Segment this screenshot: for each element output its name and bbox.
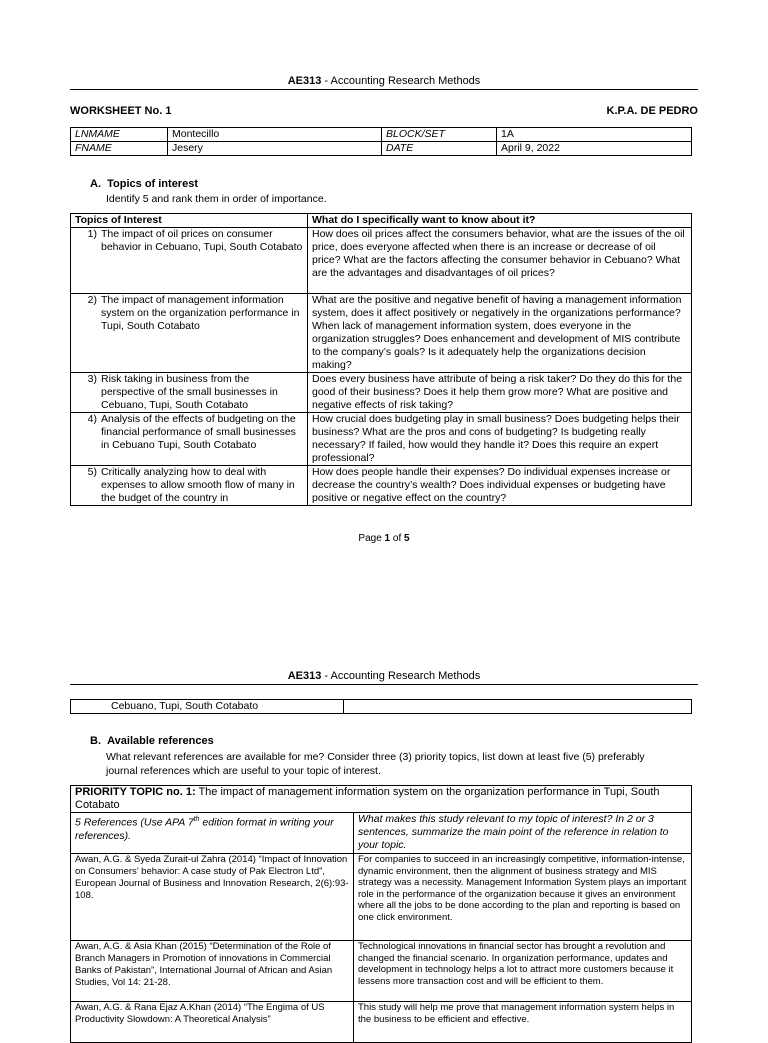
topic-number: 4) (87, 413, 97, 425)
topics-header-topic: Topics of Interest (71, 214, 308, 228)
relevance-col-header: What makes this study relevant to my topic of interest? In 2 or 3 sentences, summarize the main point of the reference in relation to your topic. (354, 813, 692, 854)
section-b-heading: B. Available references (90, 735, 214, 747)
lname-label: LNMAME (71, 128, 168, 142)
lname-value: Montecillo (168, 128, 382, 142)
topics-table (70, 213, 692, 506)
student-info-table (70, 127, 692, 156)
priority-topic: PRIORITY TOPIC no. 1: The impact of management information system on the organization performance in Tupi, South Cotabato (71, 786, 692, 813)
table-row (71, 228, 692, 294)
author-name: K.P.A. DE PEDRO (606, 105, 698, 117)
date-label: DATE (382, 142, 497, 156)
table-row (71, 1002, 692, 1043)
topic-question: Does every business have attribute of being a risk taker? Do they do this for the good of their business? Does it help them grow more? What are positive and negative effects of risk taking? (308, 373, 692, 413)
topic-text: Analysis of the effects of budgeting on the financial performance of small businesses in Cebuano Tupi, South Cotabato (101, 413, 296, 451)
fname-value: Jesery (168, 142, 382, 156)
page-footer: Page 1 of 5 (358, 533, 410, 544)
table-row (71, 941, 692, 1002)
table-row (71, 373, 692, 413)
topic-text: Risk taking in business from the perspective of the small businesses in Cebuano, Tupi, South Cotabato (101, 373, 278, 411)
topic-question: What are the positive and negative benefit of having a management information system, does it affect positively or negatively in the organizations performance? When lack of management information system, does everyone in the organization struggles? Does enhancement and development of MIS contribute to the company’s goals? Is it adequately help the organizations decision making? (308, 294, 692, 373)
topic-number: 1) (87, 228, 97, 240)
reference-text: Awan, A.G. & Asia Khan (2015) “Determination of the Role of Branch Managers in Promotion of innovations in Commercial Banks of Pakistan”, International Journal of African and Asian Studies, Vol 14: 21-28. (71, 941, 354, 1002)
section-a-heading: A. Topics of interest (90, 178, 198, 190)
page2-course-title: AE313 - Accounting Research Methods (287, 670, 481, 682)
reference-summary: Technological innovations in financial sector has brought a revolution and changed the financial scenario. In organization performance, updates and development in technology helps a lot to attract more customers because it lessens more transaction cost and will be efficient to them. (354, 941, 692, 1002)
reference-text: Awan, A.G. & Rana Ejaz A.Khan (2014) “The Engima of US Productivity Slowdown: A Theoretical Analysis” (71, 1002, 354, 1043)
block-label: BLOCK/SET (382, 128, 497, 142)
topic-number: 3) (87, 373, 97, 385)
topic-question: How does oil prices affect the consumers behavior, what are the issues of the oil price, does everyone affected when there is an increase or decrease of oil price? What are the factors affecting the consumer behavior in Cebuano? What are the advantages and disadvantages of oil prices? (308, 228, 692, 294)
topic-text: The impact of oil prices on consumer behavior in Cebuano, Tupi, South Cotabato (101, 228, 303, 253)
reference-summary: This study will help me prove that management information system helps in the business to be efficient and effective. (354, 1002, 692, 1043)
topic-number: 5) (87, 466, 97, 478)
block-value: 1A (497, 128, 692, 142)
fname-label: FNAME (71, 142, 168, 156)
topics-header-question: What do I specifically want to know about it? (308, 214, 692, 228)
section-a-instruction: Identify 5 and rank them in order of importance. (106, 193, 327, 205)
table-row (71, 294, 692, 373)
references-col-header: 5 References (Use APA 7th edition format in writing your references). (71, 813, 354, 854)
table-row (71, 854, 692, 941)
section-b-instruction: What relevant references are available for me? Consider three (3) priority topics, list down at least five (5) preferably journal references which are useful to your topic of interest. (106, 751, 645, 777)
topic-text: Critically analyzing how to deal with expenses to allow smooth flow of many in the budget of the country in (101, 466, 295, 504)
page1-header-rule (70, 89, 698, 90)
topic-text: The impact of management information system on the organization performance in Tupi, South Cotabato (101, 294, 300, 332)
reference-summary: For companies to succeed in an increasingly competitive, information-intense, dynamic environment, then the alignment of business strategy and MIS strategy was a necessity. Management Information System plays an important role in the performance of the organization because it gives an environment where all the jobs to be done according to the plan and reporting is based on one click environment. (354, 854, 692, 941)
table-row (71, 466, 692, 506)
date-value: April 9, 2022 (497, 142, 692, 156)
topic-number: 2) (87, 294, 97, 306)
page2-header-rule (70, 684, 698, 685)
topic-question: How does people handle their expenses? Do individual expenses increase or decrease the country’s wealth? Does individual expenses or budgeting have positive or negative effect on the country? (308, 466, 692, 506)
topic-question: How crucial does budgeting play in small business? Does budgeting helps their business? What are the pros and cons of budgeting? Is budgeting really necessary? If failed, how would they handle it? Does this require an expert professional? (308, 413, 692, 466)
page1-course-title: AE313 - Accounting Research Methods (287, 75, 481, 87)
continued-topic-text: Cebuano, Tupi, South Cotabato (71, 700, 344, 714)
references-table (70, 785, 692, 1043)
worksheet-title: WORKSHEET No. 1 (70, 105, 172, 117)
reference-text: Awan, A.G. & Syeda Zurait-ul Zahra (2014) “Impact of Innovation on Consumers’ behavior: A case study of Pak Electron Ltd”, European Journal of Business and Innovation Research, 2(6):93-108. (71, 854, 354, 941)
table-row (71, 413, 692, 466)
table-row (71, 700, 692, 714)
topics-table-continued (70, 699, 692, 714)
